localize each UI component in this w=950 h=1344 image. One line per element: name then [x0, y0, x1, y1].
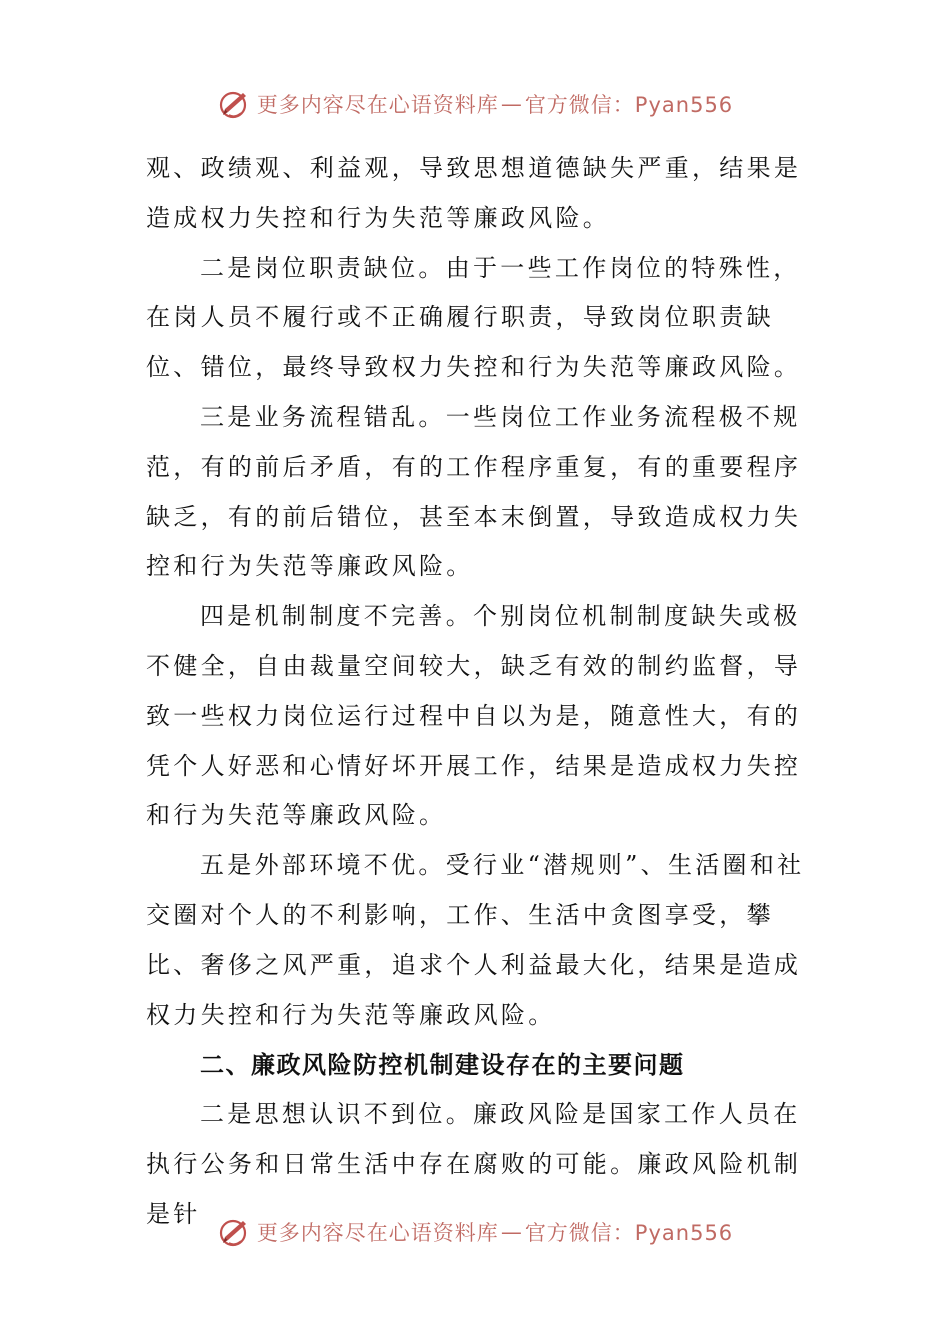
watermark-banner-bottom — [0, 1212, 950, 1252]
document-body — [146, 144, 806, 1240]
watermark-text: 更多内容尽在心语资料库 — [256, 93, 499, 117]
paragraph-environment: 五是外部环境不优。受行业“潜规则”、生活圈和社交圈对个人的不利影响，工作、生活中贪图享受，攀比、奢侈之风严重，追求个人利益最大化，结果是造成权力失控和行为失范等廉政风险。 — [146, 851, 805, 1029]
watermark-contact: 官方微信：Pyan556 — [524, 93, 734, 117]
paragraph-post-duty: 二是岗位职责缺位。由于一些工作岗位的特殊性，在岗人员不履行或不正确履行职责，导致岗位职责缺位、错位，最终导致权力失控和行为失范等廉政风险。 — [146, 253, 802, 382]
watermark-banner-top — [0, 84, 950, 124]
watermark-separator: — — [500, 92, 523, 116]
paragraph-awareness: 二是思想认识不到位。廉政风险是国家工作人员在执行公务和日常生活中存在腐败的可能。廉政风险机制是针 — [146, 1100, 802, 1228]
paragraph-continued: 观、政绩观、利益观，导致思想道德缺失严重，结果是造成权力失控和行为失范等廉政风险。 — [146, 154, 802, 232]
pen-logo-icon — [217, 87, 251, 121]
watermark-contact: 官方微信：Pyan556 — [524, 1221, 734, 1245]
paragraph-mechanism: 四是机制制度不完善。个别岗位机制制度缺失或极不健全，自由裁量空间较大，缺乏有效的制约监督，导致一些权力岗位运行过程中自以为是，随意性大，有的凭个人好恶和心情好坏开展工作，结果是造成权力失控和行为失范等廉政风险。 — [146, 602, 802, 830]
watermark-separator: — — [500, 1220, 523, 1244]
pen-logo-icon — [217, 1215, 251, 1249]
section-heading: 二、廉政风险防控机制建设存在的主要问题 — [200, 1050, 685, 1080]
paragraph-workflow: 三是业务流程错乱。一些岗位工作业务流程极不规范，有的前后矛盾，有的工作程序重复，有的重要程序缺乏，有的前后错位，甚至本末倒置，导致造成权力失控和行为失范等廉政风险。 — [146, 402, 802, 581]
watermark-text: 更多内容尽在心语资料库 — [256, 1221, 499, 1245]
